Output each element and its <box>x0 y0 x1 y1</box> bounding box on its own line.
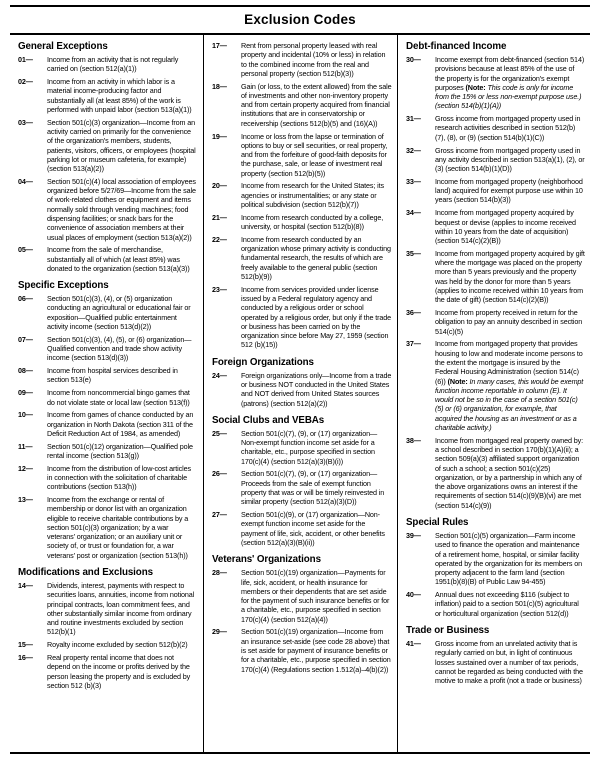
exclusion-item-text <box>47 118 198 174</box>
exclusion-item <box>406 590 585 618</box>
item-note-label: (Note: <box>465 82 486 92</box>
exclusion-item <box>406 308 585 336</box>
exclusion-code-number: 20— <box>212 181 227 191</box>
exclusion-item-text <box>435 639 585 685</box>
exclusion-item-text <box>47 495 198 560</box>
item-text-main: Section 501(c)(7), (9), or (17) organization—Non-exempt function income set aside for a charitable, etc., purpose specified in section 170(c)(4) (section 512(a)(3)(B)(i)) <box>241 428 378 466</box>
exclusion-code-number: 27— <box>212 510 227 520</box>
item-text-main: Income from mortgaged property acquired by gift where the mortgage was placed on the property more than 5 years previously and the property was held by the donor for more than 5 years (applies to income received within 10 years from the date of gift) (section 514(c)(2)(B)) <box>435 248 585 305</box>
item-text-main: Foreign organizations only—Income from a trade or business NOT conducted in the United States and NOT derived from United States sources (patrons) (section 512(a)(2)) <box>241 370 392 408</box>
exclusion-item <box>212 132 392 178</box>
exclusion-item <box>406 436 585 510</box>
exclusion-item <box>212 235 392 281</box>
item-text-main: Income from noncommercial bingo games that do not violate state or local law (section 513(f)) <box>47 388 190 407</box>
exclusion-item-text <box>47 464 198 492</box>
exclusion-item <box>406 208 585 245</box>
exclusion-item <box>212 429 392 466</box>
exclusion-item <box>212 371 392 408</box>
column-2 <box>203 35 397 752</box>
exclusion-item <box>18 581 198 637</box>
exclusion-item <box>212 510 392 547</box>
exclusion-item-text <box>47 653 198 690</box>
exclusion-code-number: 17— <box>212 41 227 50</box>
exclusion-item-text <box>241 371 392 408</box>
item-text-main: Real property rental income that does not depend on the income or profits derived by the person leasing the property and is excluded by section 512 (b)(3) <box>47 652 191 690</box>
item-text-main: Gain (or loss, to the extent allowed) from the sale of investments and other non-inventory property and from certain property acquired from financial institutions that are in conservatorship or receivership (sections 512(b)(5) and (16)(A)) <box>241 81 392 128</box>
exclusion-item-text <box>47 640 198 649</box>
exclusion-item <box>406 339 585 432</box>
item-text-main: Section 501(c)(7), (9), or (17) organization—Proceeds from the sale of exempt function property that was or will be timely reinvested in similar property (section 512(a)(3)(D)) <box>241 469 385 507</box>
item-text-main: Gross income from mortgaged property used in research activities described in section 512(b)(7), (8), or (9) (section 514(b)(1)(C)) <box>435 114 581 142</box>
exclusion-item <box>18 294 198 331</box>
column-3 <box>397 35 590 752</box>
exclusion-item-text <box>435 146 585 174</box>
exclusion-code-number: 31— <box>406 114 421 124</box>
exclusion-item-text <box>241 568 392 624</box>
exclusion-item-text <box>241 213 392 232</box>
section-heading: Trade or Business <box>406 624 490 636</box>
exclusion-code-number: 18— <box>212 81 227 91</box>
exclusion-code-number: 22— <box>212 234 227 244</box>
exclusion-item <box>212 627 392 673</box>
item-text-main: Income from property received in return for the obligation to pay an annuity described in section 514(c)(5) <box>435 308 583 336</box>
exclusion-code-number: 04— <box>18 176 33 186</box>
exclusion-item <box>212 41 392 78</box>
exclusion-code-number: 33— <box>406 176 421 186</box>
exclusion-item-text <box>241 429 392 466</box>
exclusion-code-number: 01— <box>18 55 33 64</box>
exclusion-item <box>18 388 198 407</box>
exclusion-code-number: 13— <box>18 495 33 505</box>
item-text-main: Income from services provided under license issued by a Federal regulatory agency and conducted by a religious order or school operated by a religious order, but only if the trade or business has been carried on by the organization since before May 27, 1959 (section 512 (b)(15)) <box>241 284 391 350</box>
exclusion-code-number: 25— <box>212 428 227 438</box>
content <box>10 33 590 754</box>
exclusion-item <box>18 464 198 492</box>
section-heading: Foreign Organizations <box>212 356 314 368</box>
item-text-main: Section 501(c)(19) organization—Payments for life, sick, accident, or health insurance for members or their dependents that are set aside for the payment of such insurance benefits or for a charitable, etc., purpose specified in section 170(c)(4) (section 512(a)(4)) <box>241 568 390 624</box>
item-text-main: Income from mortgaged property (neighborhood land) acquired for exempt purpose use within 10 years (section 514(b)(3)) <box>435 176 583 205</box>
exclusion-item <box>18 77 198 114</box>
exclusion-item <box>212 82 392 128</box>
exclusion-item-text <box>241 627 392 673</box>
item-text-main: Annual dues not exceeding $116 (subject to inflation) paid to a section 501(c)(5) agricultural or horticultural organization (section 512(d)) <box>435 590 579 618</box>
item-text-main: Gross income from an unrelated activity that is regularly carried on but, in light of continuous losses sustained over a number of tax periods, cannot be regarded as being conducted with the motive to make a profit (not a trade or business) <box>435 638 583 686</box>
exclusion-code-number: 30— <box>406 55 421 64</box>
exclusion-code-number: 28— <box>212 568 227 578</box>
item-text-main: Income from mortgaged property that provides housing to low and moderate income persons to the extent the mortgage is insured by the Federal Housing Administration (section 514(c)(6)) <box>435 339 583 386</box>
exclusion-item-text <box>435 208 585 245</box>
exclusion-item-text <box>435 114 585 142</box>
item-text-main: Income from an activity in which labor is a material income-producing factor and substantially all (at least 85%) of the work is performed with unpaid labor (section 513(a)(1)) <box>47 77 192 114</box>
exclusion-code-number: 12— <box>18 463 33 473</box>
exclusion-item-text <box>241 132 392 178</box>
exclusion-code-number: 38— <box>406 435 421 445</box>
exclusion-item <box>406 249 585 305</box>
exclusion-item <box>212 213 392 232</box>
exclusion-code-number: 06— <box>18 294 33 304</box>
exclusion-code-number: 24— <box>212 370 227 380</box>
exclusion-item <box>406 177 585 205</box>
exclusion-code-number: 05— <box>18 245 33 255</box>
exclusion-item <box>406 146 585 174</box>
section-heading: Special Rules <box>406 516 469 528</box>
exclusion-item <box>18 245 198 273</box>
exclusion-item <box>406 55 585 111</box>
exclusion-code-number: 37— <box>406 339 421 349</box>
exclusion-item-text <box>47 55 198 74</box>
exclusion-item-text <box>435 436 585 510</box>
exclusion-item <box>18 335 198 363</box>
section-heading: Modifications and Exclusions <box>18 567 153 578</box>
exclusion-code-number: 02— <box>18 77 33 87</box>
item-text-main: Section 501(c)(19) organization—Income from an insurance set-aside (see code 28 above) that is set aside for payment of insurance benefits or for a charitable, etc., purpose specified in section 170(c)(4) (Regulations section 1.512(a)–4(b)(2)) <box>241 627 391 674</box>
exclusion-code-number: 32— <box>406 145 421 155</box>
exclusion-item <box>18 640 198 649</box>
item-text-main: Section 501(c)(3), (4), (5), or (6) organization—Qualified convention and trade show activity income (section 513(d)(3)) <box>47 334 192 363</box>
exclusion-code-number: 39— <box>406 530 421 540</box>
section-heading: Social Clubs and VEBAs <box>212 414 325 426</box>
exclusion-item <box>212 469 392 506</box>
exclusion-item-text <box>241 469 392 506</box>
item-text-main: Income from the sale of merchandise, substantially all of which (at least 85%) was donated to the organization (section 513(a)(3)) <box>47 245 190 273</box>
exclusion-item-text <box>435 339 585 432</box>
exclusion-item-text <box>435 590 585 618</box>
item-note-label: (Note: <box>447 376 468 386</box>
exclusion-item <box>406 639 585 685</box>
exclusion-code-number: 34— <box>406 208 421 218</box>
item-text-main: Income from hospital services described in section 513(e) <box>47 366 178 385</box>
exclusion-item <box>18 177 198 242</box>
exclusion-item <box>18 653 198 690</box>
section-heading: General Exceptions <box>18 41 108 52</box>
exclusion-item-text <box>241 285 392 350</box>
exclusion-item-text <box>435 55 585 111</box>
item-text-main: Section 501(c)(9), or (17) organization—Non-exempt function income set aside for the payment of life, sick, accident, or other benefits (section 512(a)(3)(B)(ii)) <box>241 510 385 547</box>
exclusion-item <box>18 442 198 461</box>
exclusion-item <box>18 118 198 174</box>
exclusion-code-number: 29— <box>212 627 227 637</box>
item-text-main: Section 501(c)(3) organization—Income from an activity carried on primarily for the convenience of the organization's members, students, patients, visitors, officers, or employees (hospital parking lot or museum cafeteria, for example) (section 513(a)(2)) <box>47 117 196 174</box>
exclusion-code-number: 36— <box>406 308 421 318</box>
exclusion-code-number: 11— <box>18 441 33 451</box>
exclusion-item <box>18 410 198 438</box>
exclusion-item-text <box>241 82 392 128</box>
item-text-main: Income exempt from debt-financed (section 514) provisions because at least 85% of the use of the property is for the organization's exempt purposes <box>435 55 585 92</box>
exclusion-item <box>212 181 392 209</box>
exclusion-item-text <box>47 245 198 273</box>
exclusion-item-text <box>47 366 198 385</box>
exclusion-item-text <box>435 249 585 305</box>
exclusion-item-text <box>47 410 198 438</box>
exclusion-item-text <box>241 235 392 281</box>
item-text-main: Income from the exchange or rental of membership or donor list with an organization eligible to receive charitable contributions by a section 501(c)(3) organization; by a war veterans' organization; or an auxiliary unit or society of, or trust or foundation for, a war veterans' post or organization (section 513(h)) <box>47 495 189 560</box>
item-text-main: Section 501(c)(12) organization—Qualified pole rental income (section 513(g)) <box>47 441 193 460</box>
exclusion-item <box>212 568 392 624</box>
item-text-main: Income from mortgaged real property owned by: a school described in section 170(b)(1)(A)(ii); a section 509(a)(3) affiliated support organization of such a school; a section 501(c)(25) organization, or by a partnership in which any of the above organizations owns an interest if the requirements of section 514(c)(9)(B)(vi) are met (section 514(c)(9)) <box>435 435 584 510</box>
exclusion-code-number: 41— <box>406 638 421 648</box>
exclusion-code-number: 23— <box>212 284 227 294</box>
exclusion-code-number: 10— <box>18 410 33 420</box>
exclusion-code-number: 15— <box>18 640 33 650</box>
item-text-main: Dividends, interest, payments with respect to securities loans, annuities, income from notional principal contracts, loan commitment fees, and other substantially similar income from ordinary and routine investments excluded by section 512(b)(1) <box>47 581 195 637</box>
exclusion-code-number: 35— <box>406 248 421 258</box>
exclusion-item-text <box>435 177 585 205</box>
exclusion-item-text <box>47 294 198 331</box>
exclusion-code-number: 40— <box>406 590 421 600</box>
item-text-main: Income from research for the United States; its agencies or instrumentalities; or any state or political subdivision (section 512(b)(7)) <box>241 181 384 209</box>
exclusion-code-number: 09— <box>18 388 33 398</box>
exclusion-item-text <box>435 531 585 587</box>
item-text-main: Section 501(c)(3), (4), or (5) organization conducting an agricultural or educational fair or exposition—Qualified public entertainment activity income (section 513(d)(2)) <box>47 294 191 332</box>
exclusion-item-text <box>241 41 392 78</box>
exclusion-code-number: 08— <box>18 366 33 376</box>
exclusion-code-number: 03— <box>18 117 33 127</box>
section-heading: Debt-financed Income <box>406 41 507 52</box>
exclusion-item <box>406 114 585 142</box>
exclusion-item <box>18 55 198 74</box>
exclusion-code-number: 26— <box>212 469 227 479</box>
exclusion-item <box>406 531 585 587</box>
exclusion-item-text <box>47 388 198 407</box>
exclusion-item-text <box>241 181 392 209</box>
exclusion-item <box>18 366 198 385</box>
item-text-main: Section 501(c)(4) local association of employees organized before 5/27/69—Income from the sale of work-related clothes or equipment and items normally sold through vending machines; food dispensing facilities; or snack bars for the convenience of association members at their usual places of employment (section 513(a)(2)) <box>47 176 196 242</box>
exclusion-code-number: 07— <box>18 334 33 344</box>
item-text-main: Section 501(c)(5) organization—Farm income used to finance the operation and maintenance of a retirement home, hospital, or similar facility operated by the organization for its members on property adjacent to the farm land (section 1951(b)(8)(B) of Public Law 94-455) <box>435 530 582 587</box>
exclusion-item-text <box>47 335 198 363</box>
exclusion-item-text <box>47 581 198 637</box>
exclusion-item-text <box>241 510 392 547</box>
item-text-main: Income or loss from the lapse or termination of options to buy or sell securities, or real property, and from the forfeiture of good-faith deposits for the purchase, sale, or lease of investment real property (section 512(b)(5)) <box>241 131 388 178</box>
exclusion-item <box>212 285 392 350</box>
item-text-main: Income from mortgaged property acquired by bequest or devise (applies to income received within 10 years from the date of acquisition) (section 514(c)(2)(B)) <box>435 208 576 246</box>
exclusion-item-text <box>47 77 198 114</box>
item-text-main: Income from games of chance conducted by an organization in North Dakota (section 311 of the Deficit Reduction Act of 1984, as amended) <box>47 410 194 438</box>
section-heading: Specific Exceptions <box>18 280 109 292</box>
exclusion-code-number: 19— <box>212 131 227 141</box>
exclusion-code-number: 21— <box>212 212 227 222</box>
item-text-main: Income from research conducted by an organization whose primary activity is conducting fundamental research, the results of which are freely available to the general public (section 512(b)(9)) <box>241 234 391 281</box>
exclusion-code-number: 16— <box>18 652 33 662</box>
item-text-main: Rent from personal property leased with real property and incidental (10% or less) in relation to the combined income from the real and personal property (section 512(b)(3)) <box>241 41 386 78</box>
page-title: Exclusion Codes <box>244 12 356 27</box>
item-text-main: Income from research conducted by a college, university, or hospital (section 512(b)(8)) <box>241 212 384 232</box>
column-1 <box>10 35 203 752</box>
exclusion-item-text <box>47 442 198 461</box>
exclusion-item <box>18 495 198 560</box>
item-text-main: Income from an activity that is not regularly carried on (section 512(a)(1)) <box>47 55 179 74</box>
item-note-text: In many cases, this would be exempt function income reportable in column (E). It would not be so in the case of a section 501(c)(5) or (6) organization, for example, that acquired the housing as an investment or as a charitable activity.) <box>435 376 584 432</box>
item-text-main: Royalty income excluded by section 512(b)(2) <box>47 640 188 650</box>
exclusion-item-text <box>47 177 198 242</box>
exclusion-code-number: 14— <box>18 581 33 590</box>
item-note-text: This code is only for income from the 15% or less non-exempt purpose use.) (section 514(b)(1)(A)) <box>435 82 582 111</box>
exclusion-item-text <box>435 308 585 336</box>
item-text-main: Gross income from mortgaged property used in any activity described in section 513(a)(1), (2), or (3) (section 514(b)(1)(D)) <box>435 145 585 174</box>
item-text-main: Income from the distribution of low-cost articles in connection with the solicitation of charitable contributions (section 513(h)) <box>47 463 191 492</box>
section-heading: Veterans' Organizations <box>212 554 321 566</box>
